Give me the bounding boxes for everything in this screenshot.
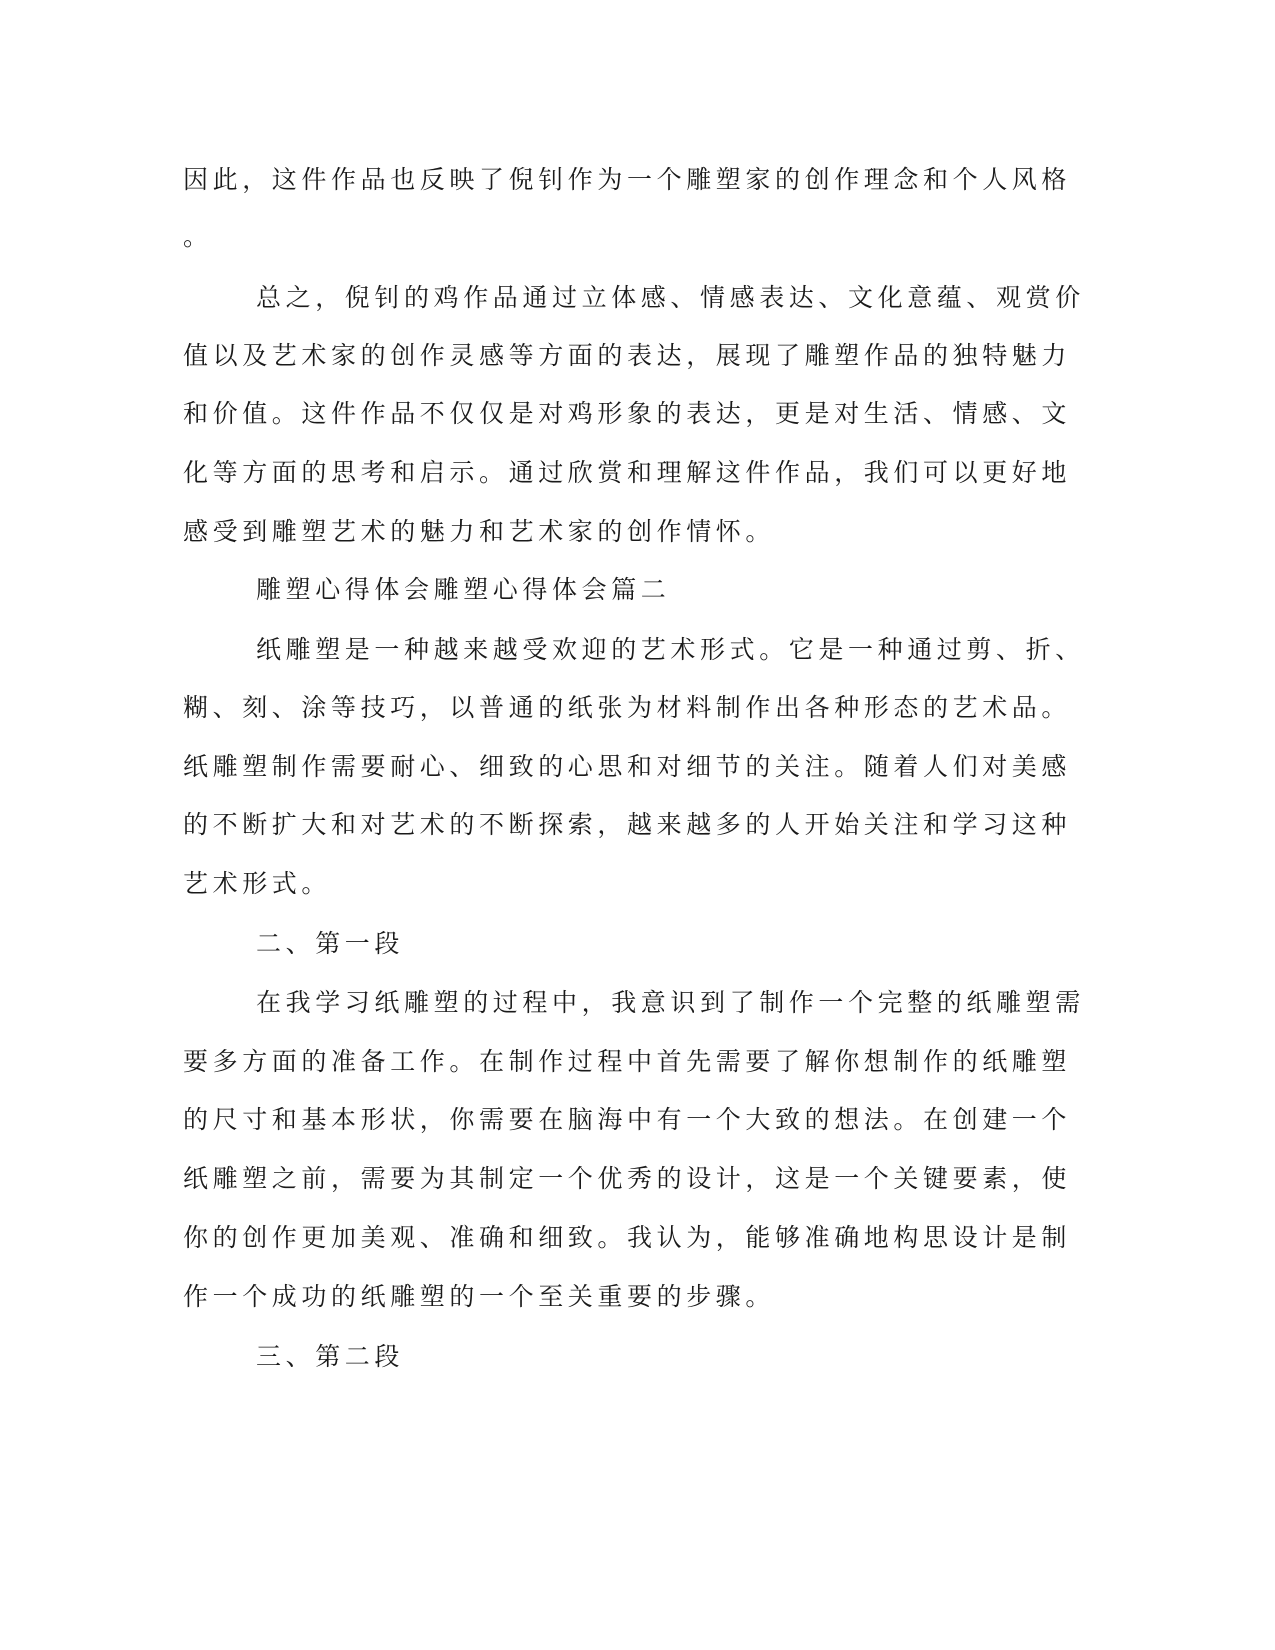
section-heading: 二、第一段: [256, 929, 405, 958]
paragraph-line: 艺术形式。: [183, 869, 332, 898]
paragraph-line: 化等方面的思考和启示。通过欣赏和理解这件作品，我们可以更好地: [183, 458, 1072, 487]
paragraph-line: 值以及艺术家的创作灵感等方面的表达，展现了雕塑作品的独特魅力: [183, 341, 1072, 370]
paragraph-line: 纸雕塑是一种越来越受欢迎的艺术形式。它是一种通过剪、折、: [256, 635, 1085, 664]
section-heading: 雕塑心得体会雕塑心得体会篇二: [256, 575, 671, 604]
paragraph-line: 因此，这件作品也反映了倪钊作为一个雕塑家的创作理念和个人风格: [183, 165, 1072, 194]
paragraph-line: 感受到雕塑艺术的魅力和艺术家的创作情怀。: [183, 517, 776, 546]
paragraph-line: 纸雕塑制作需要耐心、细致的心思和对细节的关注。随着人们对美感: [183, 752, 1072, 781]
paragraph-line: 你的创作更加美观、准确和细致。我认为，能够准确地构思设计是制: [183, 1223, 1072, 1252]
paragraph-line: 总之，倪钊的鸡作品通过立体感、情感表达、文化意蕴、观赏价: [256, 283, 1085, 312]
paragraph-line: 。: [183, 222, 213, 251]
paragraph-line: 的不断扩大和对艺术的不断探索，越来越多的人开始关注和学习这种: [183, 810, 1072, 839]
paragraph-line: 要多方面的准备工作。在制作过程中首先需要了解你想制作的纸雕塑: [183, 1047, 1072, 1076]
paragraph-line: 作一个成功的纸雕塑的一个至关重要的步骤。: [183, 1282, 776, 1311]
paragraph-line: 在我学习纸雕塑的过程中，我意识到了制作一个完整的纸雕塑需: [256, 988, 1085, 1017]
paragraph-line: 和价值。这件作品不仅仅是对鸡形象的表达，更是对生活、情感、文: [183, 399, 1072, 428]
paragraph-line: 糊、刻、涂等技巧，以普通的纸张为材料制作出各种形态的艺术品。: [183, 693, 1072, 722]
paragraph-line: 纸雕塑之前，需要为其制定一个优秀的设计，这是一个关键要素，使: [183, 1164, 1072, 1193]
paragraph-line: 的尺寸和基本形状，你需要在脑海中有一个大致的想法。在创建一个: [183, 1105, 1072, 1134]
section-heading: 三、第二段: [256, 1342, 405, 1371]
